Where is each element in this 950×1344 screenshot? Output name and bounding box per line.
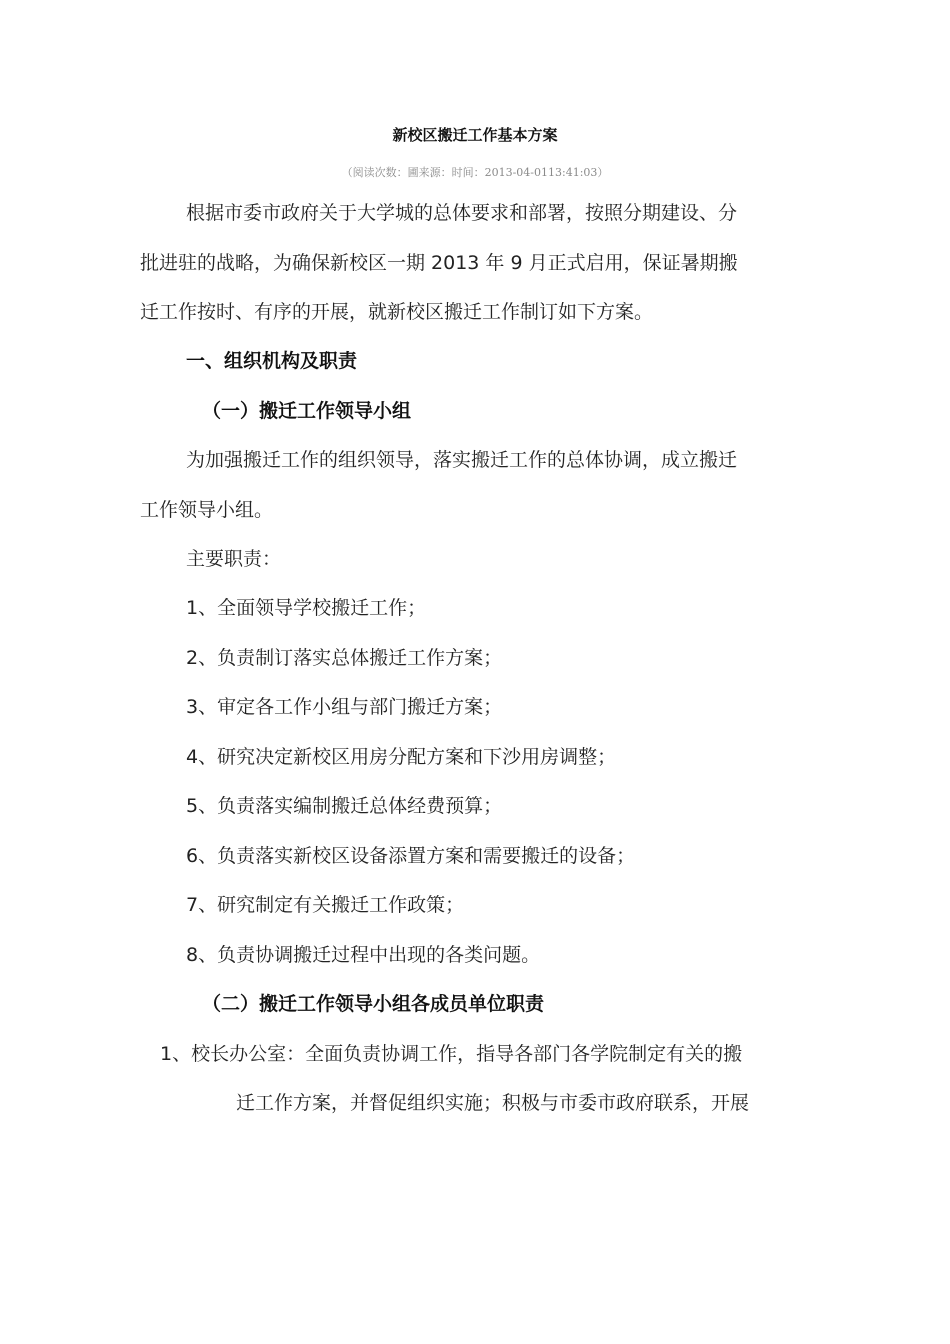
subsection-heading: （一）搬迁工作领导小组: [202, 400, 412, 422]
paragraph-line: 根据市委市政府关于大学城的总体要求和部署，按照分期建设、分: [186, 202, 738, 224]
document-meta: （阅读次数：圃来源：时间：2013-04-0113:41:03）: [341, 166, 609, 179]
list-item: 4、研究决定新校区用房分配方案和下沙用房调整；: [186, 746, 617, 768]
paragraph-line: 迁工作方案，并督促组织实施；积极与市委市政府联系，开展: [236, 1092, 750, 1114]
section-heading: 一、组织机构及职责: [186, 350, 358, 372]
list-item: 7、研究制定有关搬迁工作政策；: [186, 894, 465, 916]
list-item: 1、全面领导学校搬迁工作；: [186, 597, 427, 619]
list-item: 5、负责落实编制搬迁总体经费预算；: [186, 795, 503, 817]
paragraph-line: 批进驻的战略，为确保新校区一期 2013 年 9 月正式启用，保证暑期搬: [140, 252, 738, 274]
paragraph-line: 主要职责：: [186, 548, 282, 570]
paragraph-line: 工作领导小组。: [140, 499, 274, 521]
list-item: 3、审定各工作小组与部门搬迁方案；: [186, 696, 503, 718]
document-title: 新校区搬迁工作基本方案: [392, 126, 558, 144]
list-item: 2、负责制订落实总体搬迁工作方案；: [186, 647, 503, 669]
list-item: 8、负责协调搬迁过程中出现的各类问题。: [186, 944, 541, 966]
list-item: 1、校长办公室：全面负责协调工作，指导各部门各学院制定有关的搬: [160, 1043, 743, 1065]
paragraph-line: 迁工作按时、有序的开展，就新校区搬迁工作制订如下方案。: [140, 301, 654, 323]
list-item: 6、负责落实新校区设备添置方案和需要搬迁的设备；: [186, 845, 636, 867]
paragraph-line: 为加强搬迁工作的组织领导，落实搬迁工作的总体协调，成立搬迁: [186, 449, 738, 471]
subsection-heading: （二）搬迁工作领导小组各成员单位职责: [202, 993, 545, 1015]
